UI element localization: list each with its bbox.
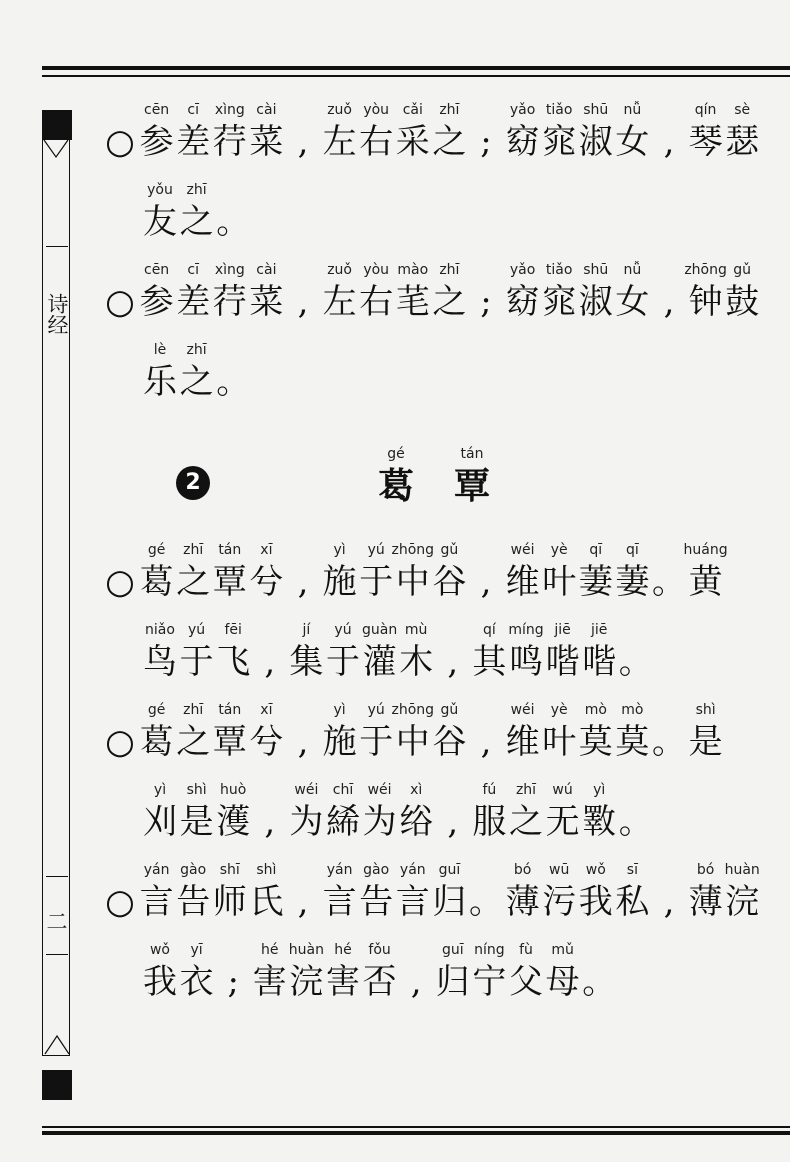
hanzi: 叶 [542,722,577,762]
pinyin: yì [333,542,346,558]
pinyin: guī [438,862,461,878]
hanzi: 之 [432,282,467,322]
hanzi: 维 [505,722,540,762]
hanzi: 菜 [249,122,284,162]
hanzi: , [297,722,309,762]
hanzi: 之 [179,202,214,242]
hanzi: 言 [139,882,174,922]
chevron-up-icon [44,1026,70,1056]
hanzi: 濩 [216,802,251,842]
pinyin: gé [147,542,166,558]
hanzi: 薄 [505,882,540,922]
hanzi: 父 [509,962,543,1002]
hanzi: 中 [395,722,430,762]
pinyin: tán [218,702,242,718]
verse-marker: ○ [105,722,135,762]
hanzi: 之 [176,722,211,762]
verse-marker: ○ [105,562,135,602]
hanzi: 。 [216,202,251,242]
pinyin: cēn [144,102,170,118]
hanzi: 。 [582,962,617,1002]
verse-marker: ○ [105,122,135,162]
pinyin: zhī [183,702,204,718]
pinyin: zhī [439,262,460,278]
pinyin: qín [694,102,717,118]
sidebar-divider [46,876,68,877]
pinyin: shī [219,862,240,878]
hanzi: 淑 [578,282,613,322]
pinyin: gé [147,702,166,718]
pinyin: shì [695,702,716,718]
pinyin: wéi [367,782,392,798]
hanzi: , [447,802,459,842]
hanzi: 女 [615,282,650,322]
pinyin: mǔ [551,942,574,958]
hanzi: 右 [359,282,394,322]
pinyin: tiǎo [545,102,573,118]
hanzi: 其 [472,642,507,682]
pinyin: fù [519,942,533,958]
hanzi: 菜 [249,282,284,322]
pinyin: yán [326,862,353,878]
hanzi: 于 [359,722,394,762]
hanzi: , [447,642,459,682]
hanzi: 宁 [472,962,507,1002]
hanzi: 友 [143,202,177,242]
hanzi: 之 [176,562,211,602]
pinyin: yòu [363,102,390,118]
pinyin: yú [367,702,385,718]
hanzi: 喈 [545,642,580,682]
hanzi: 。 [652,562,686,602]
pinyin: yòu [363,262,390,278]
pinyin: yè [550,542,568,558]
sidebar-divider [46,954,68,955]
pinyin: guàn [361,622,398,638]
hanzi: 葛 [139,722,174,762]
hanzi: 谷 [432,722,467,762]
pinyin: zhōng [391,702,435,718]
hanzi: 淑 [578,122,613,162]
sidebar-bottom-block [42,1070,72,1100]
hanzi: 灌 [362,642,397,682]
pinyin: wú [552,782,573,798]
pinyin: bó [696,862,715,878]
pinyin: gǔ [440,542,459,558]
hanzi: 为 [289,802,324,842]
hanzi: 中 [395,562,430,602]
pinyin: wéi [510,542,535,558]
hanzi: , [297,282,309,322]
pinyin: cēn [144,262,170,278]
hanzi: , [663,882,675,922]
hanzi: ; [480,122,492,162]
hanzi: 莫 [615,722,650,762]
pinyin: xìng [214,102,245,118]
pinyin: gào [363,862,390,878]
hanzi: 薄 [688,882,723,922]
hanzi: 。 [216,362,251,402]
pinyin: mù [404,622,428,638]
hanzi: , [264,802,276,842]
hanzi: 告 [176,882,211,922]
hanzi: 之 [179,362,214,402]
pinyin: wǒ [149,942,170,958]
hanzi: 谷 [432,562,467,602]
hanzi: 。 [618,642,653,682]
pinyin: zhī [186,342,207,358]
pinyin: cài [256,262,277,278]
hanzi: 窕 [542,282,577,322]
hanzi: 兮 [249,722,284,762]
hanzi: ; [227,962,239,1002]
pinyin: yǒu [147,182,173,198]
pinyin: zhī [183,542,204,558]
hanzi: 絺 [326,802,360,842]
pinyin: wéi [294,782,319,798]
pinyin: shì [256,862,277,878]
hanzi: 窈 [505,282,540,322]
verse-marker: ○ [105,882,135,922]
hanzi: 为 [362,802,397,842]
hanzi: 瑟 [725,122,760,162]
hanzi: 污 [542,882,577,922]
pinyin: yī [190,942,203,958]
pinyin: yú [367,542,385,558]
hanzi: 私 [615,882,650,922]
hanzi: 施 [322,562,357,602]
hanzi: 。 [618,802,653,842]
pinyin: zuǒ [327,262,352,278]
hanzi: , [480,722,492,762]
hanzi: 集 [289,642,324,682]
hanzi: , [480,562,492,602]
hanzi: 否 [362,962,397,1002]
pinyin: cī [187,262,199,278]
pinyin: zhī [439,102,460,118]
pinyin: zuǒ [327,102,352,118]
pinyin: sī [626,862,638,878]
hanzi: 木 [399,642,434,682]
hanzi: 刈 [143,802,177,842]
pinyin: cǎi [402,102,423,118]
hanzi: 衣 [179,962,214,1002]
hanzi: 。 [469,882,503,922]
hanzi: 之 [509,802,543,842]
hanzi: 荇 [212,122,247,162]
pinyin: zhī [515,782,537,798]
hanzi: 绤 [399,802,434,842]
hanzi: 我 [578,882,613,922]
hanzi: , [663,282,675,322]
pinyin: hé [261,942,279,958]
pinyin: cài [256,102,277,118]
hanzi: 葛 [139,562,174,602]
pinyin: tán [460,446,484,462]
pinyin: níng [474,942,505,958]
pinyin: zhōng [391,542,435,558]
pinyin: fǒu [368,942,391,958]
hanzi: 萋 [615,562,650,602]
hanzi: 黄 [688,562,723,602]
hanzi: 浣 [725,882,760,922]
pinyin: yè [550,702,568,718]
pinyin: niǎo [145,622,175,638]
hanzi: 葛 [377,465,414,507]
hanzi: 维 [505,562,540,602]
hanzi: 鸟 [143,642,177,682]
pinyin: yán [399,862,426,878]
pinyin: sè [734,102,751,118]
hanzi: 归 [432,882,467,922]
sidebar-book-title: 诗经 [45,293,69,335]
hanzi: 斁 [582,802,617,842]
pinyin: míng [508,622,544,638]
hanzi: 左 [322,282,357,322]
hanzi: 右 [359,122,394,162]
hanzi: 莫 [578,722,613,762]
bottom-rule-thick [42,1131,790,1135]
hanzi: 采 [395,122,430,162]
pinyin: shū [583,262,609,278]
pinyin: lè [153,342,167,358]
bottom-rule-thin [42,1126,790,1128]
pinyin: yì [593,782,606,798]
pinyin: huàn [724,862,760,878]
pinyin: zhōng [684,262,727,278]
pinyin: tiǎo [545,262,573,278]
pinyin: zhī [186,182,207,198]
pinyin: yán [143,862,170,878]
pinyin: qí [483,622,496,638]
hanzi: 兮 [249,562,284,602]
hanzi: 窕 [542,122,577,162]
top-rule-thick [42,66,790,70]
pinyin: huàn [288,942,324,958]
pinyin: shì [186,782,207,798]
pinyin: nǚ [623,262,642,278]
margin-sidebar [42,96,72,1060]
hanzi: 鼓 [725,282,760,322]
pinyin: xī [260,702,273,718]
hanzi: 害 [252,962,287,1002]
pinyin: jiē [590,622,608,638]
hanzi: 覃 [212,562,247,602]
hanzi: 覃 [453,465,490,507]
pinyin: yì [153,782,167,798]
hanzi: , [264,642,276,682]
pinyin: huò [220,782,247,798]
sidebar-top-block [42,110,72,140]
pinyin: nǚ [623,102,642,118]
hanzi: , [297,562,309,602]
pinyin: xìng [214,262,245,278]
sidebar-divider [46,246,68,247]
top-rule-thin [42,75,790,77]
hanzi: 女 [615,122,650,162]
pinyin: gé [387,446,405,462]
hanzi: 施 [322,722,357,762]
hanzi: 差 [176,282,211,322]
hanzi: 左 [322,122,357,162]
pinyin: xì [410,782,423,798]
pinyin: jiē [554,622,571,638]
pinyin: mào [397,262,429,278]
pinyin: hé [334,942,352,958]
hanzi: 归 [435,962,470,1002]
pinyin: chī [332,782,354,798]
hanzi: 害 [326,962,360,1002]
hanzi: 喈 [582,642,617,682]
hanzi: , [663,122,675,162]
verse-marker: ○ [105,282,135,322]
pinyin: cī [187,102,199,118]
pinyin: mò [584,702,607,718]
pinyin: yǎo [509,102,536,118]
hanzi: ; [480,282,492,322]
pinyin: qī [589,542,603,558]
hanzi: 于 [326,642,360,682]
pinyin: yǎo [509,262,536,278]
hanzi: , [297,122,309,162]
pinyin: wéi [510,702,535,718]
hanzi: 荇 [212,282,247,322]
pinyin: qī [626,542,639,558]
hanzi: 氏 [249,882,284,922]
pinyin: jí [302,622,311,638]
hanzi: 告 [359,882,394,922]
pinyin: bó [513,862,532,878]
pinyin: wū [549,862,570,878]
pinyin: fú [482,782,497,798]
hanzi: 萋 [578,562,613,602]
section-number-badge: 2 [176,466,210,500]
pinyin: fēi [224,622,242,638]
pinyin: wǒ [585,862,606,878]
hanzi: 无 [545,802,580,842]
hanzi: 之 [432,122,467,162]
hanzi: 钟 [688,282,723,322]
hanzi: 母 [545,962,580,1002]
pinyin: mò [621,702,644,718]
hanzi: 。 [652,722,686,762]
hanzi: 言 [395,882,430,922]
pinyin: shū [583,102,609,118]
pinyin: yì [333,702,346,718]
hanzi: 琴 [688,122,723,162]
hanzi: 师 [212,882,247,922]
hanzi: 差 [176,122,211,162]
pinyin: tán [218,542,242,558]
hanzi: 服 [472,802,507,842]
chevron-down-icon [43,139,69,169]
pinyin: gǔ [733,262,752,278]
pinyin: xī [260,542,273,558]
hanzi: , [410,962,422,1002]
pinyin: guī [441,942,464,958]
hanzi: 参 [139,282,174,322]
hanzi: 乐 [143,362,177,402]
hanzi: 于 [359,562,394,602]
hanzi: 是 [688,722,723,762]
pinyin: yú [188,622,206,638]
hanzi: 鸣 [509,642,543,682]
page-number: 二 [46,910,68,934]
pinyin: huáng [683,542,728,558]
hanzi: 覃 [212,722,247,762]
hanzi: 言 [322,882,357,922]
hanzi: 芼 [395,282,430,322]
hanzi: 我 [143,962,177,1002]
hanzi: 是 [179,802,214,842]
hanzi: 窈 [505,122,540,162]
hanzi: 参 [139,122,174,162]
hanzi: 浣 [289,962,324,1002]
hanzi: 叶 [542,562,577,602]
pinyin: gào [180,862,207,878]
hanzi: , [297,882,309,922]
pinyin: yú [334,622,352,638]
pinyin: gǔ [440,702,459,718]
hanzi: 飞 [216,642,251,682]
hanzi: 于 [179,642,214,682]
